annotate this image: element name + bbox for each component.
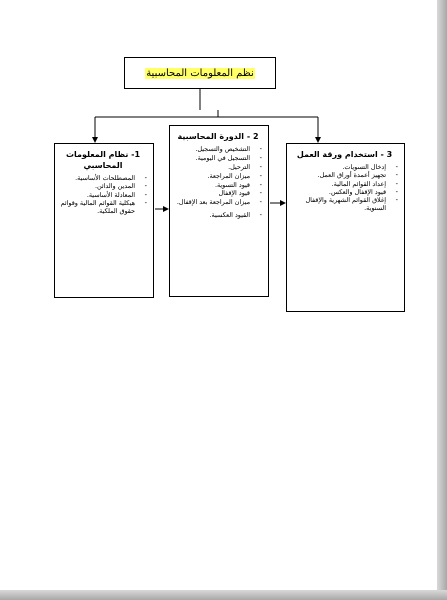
list-item: - ميزان المراجعة بعد الإقفال. <box>176 198 262 207</box>
list-item: - التسجيل في اليومية. <box>195 153 262 162</box>
list-item: - قيود الإقفال <box>218 189 262 198</box>
list-item: - إعداد القوائم المالية. <box>331 179 398 188</box>
list-item: - قيود الإقفال والعكس. <box>328 187 398 196</box>
list-item: - المدين والدائن. <box>94 182 147 191</box>
list-item: - المعادلة الأساسية. <box>86 190 147 199</box>
box2-list <box>174 145 262 219</box>
list-item: - التشخيص والتسجيل. <box>195 145 262 153</box>
box3-list <box>291 163 398 213</box>
box3-heading: 3 - استخدام ورقة العمل <box>296 150 393 159</box>
list-item: - القيود العكسية. <box>209 210 262 219</box>
list-item: - الترحيل. <box>228 162 262 171</box>
list-item: - قيود التسوية. <box>214 180 262 189</box>
list-item: - إدخال التسويات. <box>342 163 398 171</box>
box2-heading: 2 - الدورة المحاسبية <box>177 132 259 141</box>
list-item: - إغلاق القوائم الشهرية والإقفال السنوية. <box>305 196 398 213</box>
box1-list <box>59 174 147 215</box>
diagram-title: نظم المعلومات المحاسبية <box>146 67 254 79</box>
box-accounting-cycle <box>169 125 269 297</box>
box1-heading: 1- نظام المعلومات المحاسبي <box>65 150 141 170</box>
box-using-worksheet <box>286 143 405 312</box>
diagram-title-box <box>124 57 276 89</box>
list-item: - المصطلحات الأساسية. <box>75 174 147 182</box>
list-item: - ميزان المراجعة. <box>207 171 262 180</box>
list-item: - تجهيز أعمدة أوراق العمل. <box>317 171 398 180</box>
box-accounting-information-system <box>54 143 154 298</box>
list-item: - هيكلية القوائم المالية وقوائم حقوق الملكية. <box>60 198 147 216</box>
